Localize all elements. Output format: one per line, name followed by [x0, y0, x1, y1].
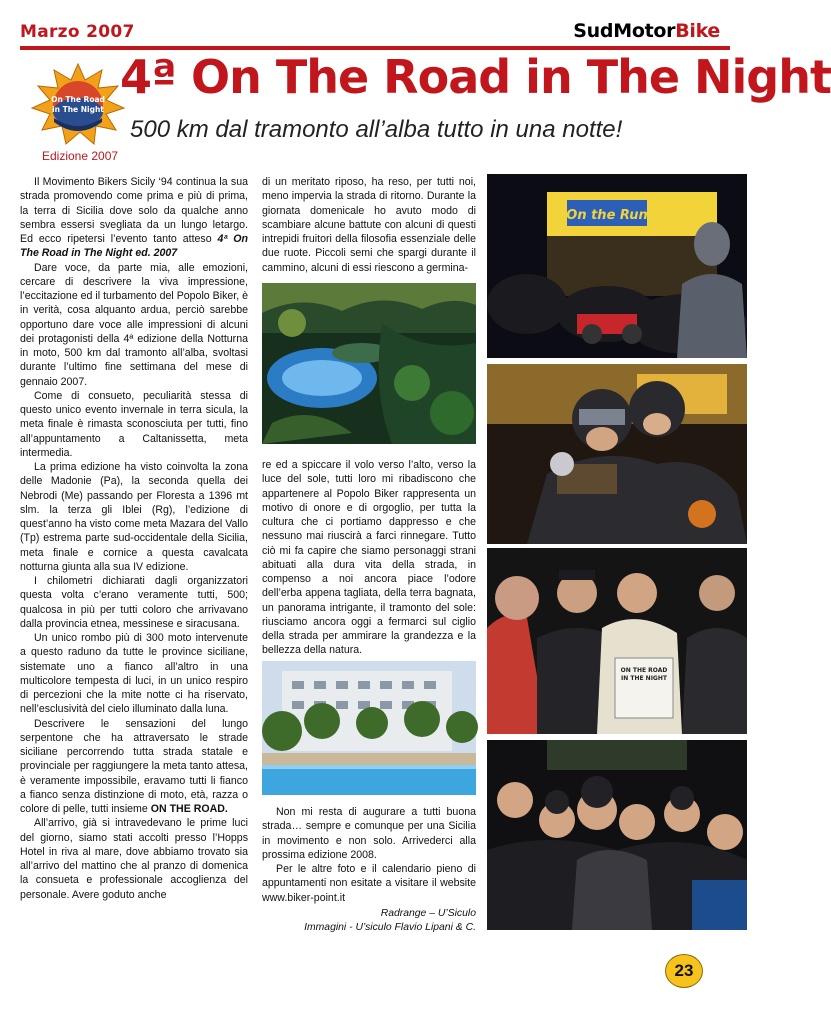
- paragraph-10: re ed a spiccare il volo verso l’alto, verso la luce del sole, tutti loro mi ribadiscono che appartenere al Popolo Biker rappresenta un motivo di onore e di orgoglio, per tutta la cultura che ci portiamo dappresso e che nessuno mai riuscirà a farci rinnegare. Tutto ciò mi fa capire che siamo personaggi strani abituati alla dura vita della strada, in compenso a noi ancora piace l’odore dell’erba appena tagliata, della terra bagnata, un panorama intrigante, il tramonto del sole: riusciamo ancora oggi a fermarci sul ciglio della strada per ammirare la grandezza e la bellezza della natura.: [262, 459, 476, 657]
- magazine-name-b: Bike: [675, 20, 720, 42]
- paragraph-7: [20, 717, 248, 817]
- header-date: Marzo 2007: [20, 22, 135, 42]
- photo-hotel-interior: [262, 283, 476, 444]
- paragraph-1-event-name: 4ª On The Road in The Night ed. 2007: [20, 233, 249, 260]
- paragraph-6: Un unico rombo più di 300 moto intervenute a questo raduno da tutte le province siciliane, sistemate uno a fianco all’altro in una multicolore tempesta di luci, in un unico respiro di percezioni che la mite notte ci ha riservato, nell’esclusività del cielo illuminato dalla luna.: [20, 632, 248, 716]
- plaque-line1: ON THE ROAD: [620, 667, 668, 674]
- paragraph-7-emphasis: ON THE ROAD.: [150, 803, 228, 815]
- logo-line2: in The Night: [52, 105, 104, 114]
- paragraph-9: di un meritato riposo, ha reso, per tutti noi, meno impervia la strada di ritorno. Durante la giornata domenicale ho avuto modo di scambiare alcune battute con alcuni di questi intrepidi fruitori della filosofia essenziale delle due ruote. Piccoli semi che spargi durante il cammino, alcuni di essi riescono a germina-: [262, 176, 476, 274]
- paragraph-8: All’arrivo, già si intravedevano le prime luci del giorno, siamo stati accolti presso l’Hopps Hotel in riva al mare, dove abbiamo trovato sia all’arrivo del mattino che al pranzo di domenica la consueta e professionale accoglienza del personale. Avere goduto anche: [20, 817, 248, 901]
- paragraph-7-text: Descrivere le sensazioni del lungo serpentone che ha attraversato le strade siciliane percorrendo tutta strada statale e provinciale per raggiungere la meta tanto attesa, è veramente impossibile, eravamo tutti li fianco a fianco senza distinzione di moto, età, razza o colore di pelle, tutti insieme: [20, 717, 248, 815]
- article-subtitle: 500 km dal tramonto all’alba tutto in una notte!: [130, 116, 623, 143]
- paragraph-5: I chilometri dichiarati dagli organizzatori questa volta c’erano veramente tutti, 500; qualcosa in più per tutti coloro che arrivavano dalla provincia etnea, messinese e siracusana.: [20, 575, 248, 630]
- article-column-2-bottom: [262, 805, 476, 935]
- paragraph-1: [20, 175, 248, 261]
- edition-label: Edizione 2007: [42, 149, 119, 163]
- magazine-name-a: SudMotor: [573, 20, 676, 42]
- paragraph-2: Dare voce, da parte mia, alle emozioni, cercare di descrivere la viva impressione, l’eccitazione ed il turbamento del Popolo Biker, è in verità, cosa alquanto ardua, perciò sarebbe opportuno dare voce alle impressioni di alcuni dei protagonisti della 4ª edizione della Notturna in moto, 500 km dal tramonto all’alba, svoltasi durante l’ultimo fine settimana del mese di gennaio 2007.: [20, 261, 248, 388]
- paragraph-1-text: Il Movimento Bikers Sicily ‘94 continua la sua strada promovendo come prima e più di prima, la terra di Sicilia dove solo da qualche anno sembra essersi svegliata da un lungo letargo. Ed ecco ripetersi l’evento tanto atteso: [20, 176, 248, 245]
- magazine-name: [573, 20, 720, 42]
- photo-sign-text: On the Run: [566, 208, 648, 223]
- article-title: 4ª On The Road in The Night: [120, 50, 831, 104]
- article-column-2-middle: [262, 458, 476, 658]
- photo-on-the-run-night: [487, 174, 747, 358]
- photo-credits: Immagini - U’siculo Flavio Lipani & C.: [304, 922, 476, 933]
- event-logo: [30, 62, 126, 146]
- paragraph-3: Come di consueto, peculiarità stessa di questo unico evento invernale in terra sicula, la meta finale è rimasta sconosciuta per tutti, fino all’appuntamento a Caltanissetta, meta intermedia.: [20, 389, 248, 459]
- photo-hotel-pool: [262, 661, 476, 795]
- logo-line1: On The Road: [51, 95, 105, 104]
- paragraph-12: Per le altre foto e il calendario pieno di appuntamenti non esitate a visitare il website www.biker-point.it: [262, 863, 476, 904]
- author-signature: Radrange – U’Siculo: [380, 907, 476, 919]
- page-number-badge: 23: [665, 954, 703, 988]
- paragraph-4: La prima edizione ha visto coinvolta la zona delle Madonie (Pa), la seconda quella dei Nebrodi (Me) passando per Floresta a 1396 mt slm. la terza gli Iblei (Rg), l’edizione di quest’anno ha visto come meta Mazara del Vallo (Tp) estrema parte sud-occidentale della Sicilia, meta finale e cornice a questa cavalcata notturna giunta alla sua IV edizione.: [20, 461, 248, 573]
- article-column-1: [20, 175, 248, 902]
- photo-award-plaque: [487, 548, 747, 734]
- photo-group: [487, 740, 747, 930]
- paragraph-11: Non mi resta di augurare a tutti buona strada… sempre e comunque per una Sicilia in movimento e non solo. Arrivederci alla prossima edizione 2008.: [262, 806, 476, 861]
- plaque-line2: IN THE NIGHT: [621, 675, 667, 682]
- article-column-2-top: [262, 175, 476, 275]
- photo-bikers-helmets: [487, 364, 747, 544]
